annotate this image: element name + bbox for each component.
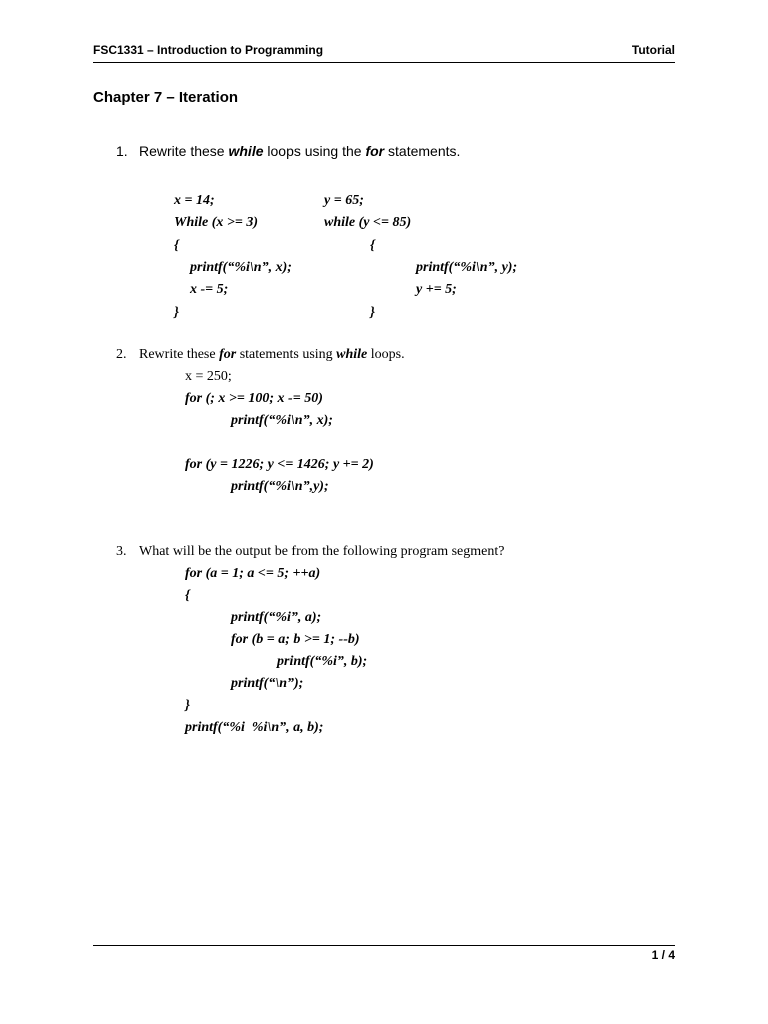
code-line: } — [185, 698, 190, 713]
question-3-number: 3. — [116, 544, 127, 559]
keyword-for: for — [365, 143, 385, 159]
chapter-title: Chapter 7 – Iteration — [93, 89, 239, 106]
page-header — [93, 42, 675, 63]
code-line: printf(“%i\n”, y); — [416, 260, 518, 275]
question-3-text: What will be the output be from the following program segment? — [139, 544, 505, 559]
footer-divider — [93, 945, 675, 946]
code-line: printf(“%i\n”, x); — [190, 260, 292, 275]
keyword-while: while — [228, 143, 264, 159]
code-line: for (y = 1226; y <= 1426; y += 2) — [185, 457, 374, 472]
code-line: printf(“%i\n”, x); — [231, 413, 333, 428]
code-line: printf(“\n”); — [231, 676, 304, 691]
code-line: printf(“%i”, b); — [277, 654, 368, 669]
code-line: for (a = 1; a <= 5; ++a) — [185, 566, 321, 581]
code-line: while (y <= 85) — [324, 215, 412, 230]
code-line: for (; x >= 100; x -= 50) — [185, 391, 323, 406]
code-line: y = 65; — [324, 193, 364, 208]
code-line: printf(“%i”, a); — [231, 610, 322, 625]
question-2-text: Rewrite these for statements using while loops. — [139, 347, 405, 362]
code-line: While (x >= 3) — [174, 215, 259, 230]
keyword-while: while — [336, 347, 368, 362]
code-line: y += 5; — [416, 282, 457, 297]
question-2-init: x = 250; — [185, 369, 232, 384]
code-line: { — [174, 238, 179, 253]
code-line: printf(“%i\n”,y); — [231, 479, 329, 494]
document-type: Tutorial — [631, 43, 675, 57]
question-1-text: Rewrite these while loops using the for statements. — [139, 143, 461, 159]
code-line: x = 14; — [174, 193, 215, 208]
code-line: for (b = a; b >= 1; --b) — [231, 632, 360, 647]
course-title: FSC1331 – Introduction to Programming — [93, 43, 324, 57]
code-line: printf(“%i %i\n”, a, b); — [185, 720, 324, 735]
page-number: 1 / 4 — [651, 948, 675, 962]
code-line: } — [370, 305, 375, 320]
code-line: } — [174, 305, 179, 320]
question-2-number: 2. — [116, 347, 127, 362]
code-line: x -= 5; — [190, 282, 229, 297]
keyword-for: for — [219, 347, 237, 362]
code-line: { — [370, 238, 375, 253]
code-line: { — [185, 588, 190, 603]
question-1-number: 1. — [116, 143, 128, 159]
